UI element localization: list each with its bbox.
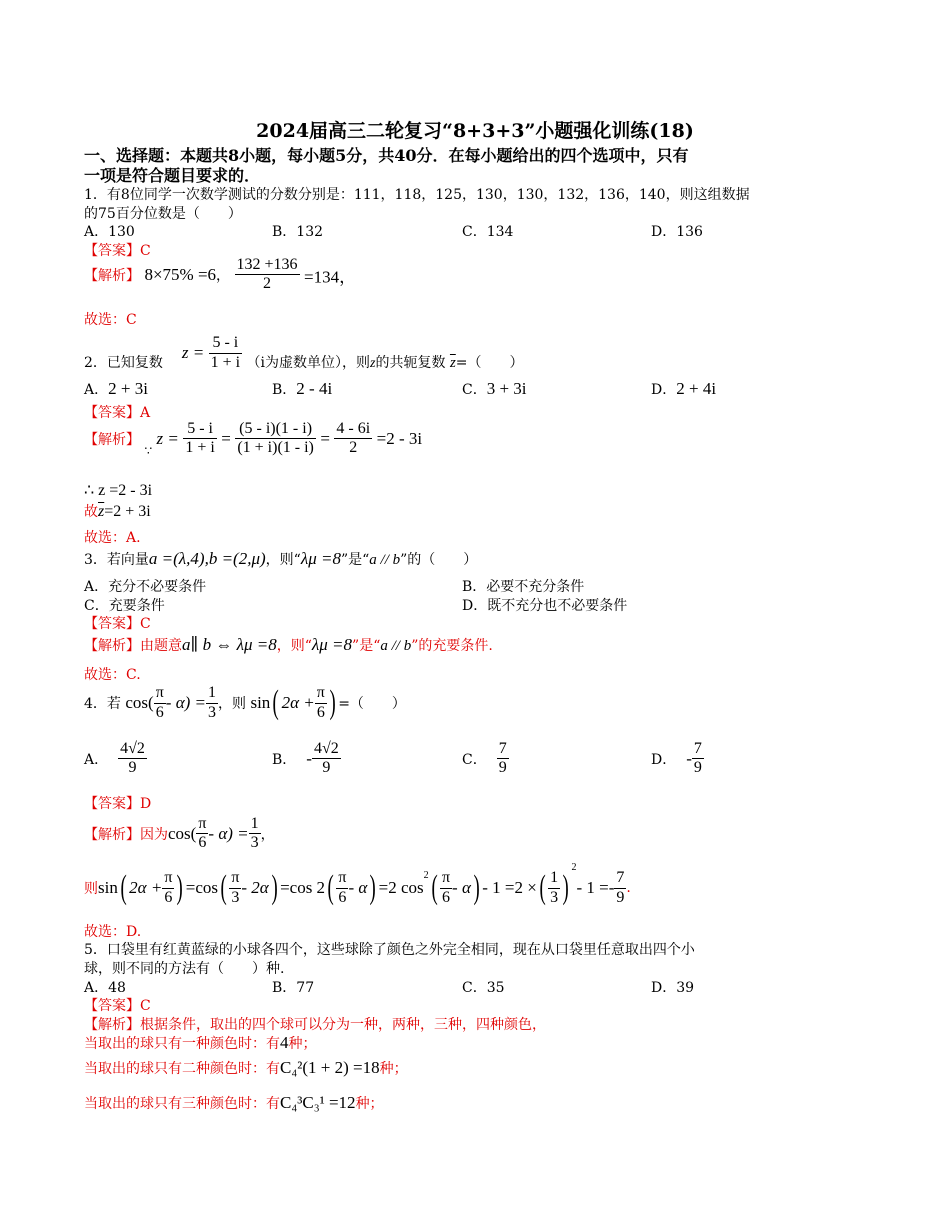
q5-option-d: D．39 bbox=[651, 980, 695, 996]
q5-stem-line1: 5．口袋里有红黄蓝绿的小球各四个，这些球除了颜色之外完全相同，现在从口袋里任意取出四个小 bbox=[84, 942, 695, 958]
q5-option-b: B．77 bbox=[272, 980, 315, 996]
q3-answer: 【答案】C bbox=[84, 616, 151, 632]
q5-case3: 当取出的球只有三种颜色时：有C₄³C₃¹ =12种； bbox=[84, 1093, 384, 1112]
q1-option-c: C．134 bbox=[462, 224, 514, 240]
q5-option-a: A．48 bbox=[84, 980, 126, 996]
page-title: 2024届高三二轮复习“8+3+3”小题强化训练(18) bbox=[256, 120, 694, 142]
q1-option-a: A．130 bbox=[84, 224, 135, 240]
q2-gu: 故$\overline{z}=2 + 3i$ bbox=[84, 503, 151, 520]
q1-conclusion: 故选：C bbox=[84, 312, 137, 328]
q2-option-a: A．2 + 3i bbox=[84, 379, 148, 398]
q5-option-c: C．35 bbox=[462, 980, 505, 996]
q4-conclusion: 故选：D. bbox=[84, 924, 142, 940]
q2-analysis: 【解析】 ∵ z = $\frac{5 - i}{1 + i}$ = $\frac{(5 - i)(1 - i)}{(1 + i)(1 - i)}$ = $\frac{4 - 6i}{2}$ =2 - 3i bbox=[84, 420, 423, 458]
q1-analysis: 【解析】 8×75% =6， $\frac{132 +136}{2}$ =134， bbox=[84, 256, 357, 293]
q1-stem-line1: 1．有8位同学一次数学测试的分数分别是：111，118，125，130，130，132，136，140，则这组数据 bbox=[84, 187, 750, 203]
q5-stem-line2: 球，则不同的方法有（ ）种. bbox=[84, 961, 285, 977]
q3-conclusion: 故选：C. bbox=[84, 667, 141, 683]
q2-stem: 2．已知复数 z = $\frac{5 - i}{1 + i}$ （i为虚数单位），则z的共轭复数 $\overline{z}=$（ ） bbox=[84, 334, 524, 371]
q1-answer: 【答案】C bbox=[84, 243, 151, 259]
q3-analysis: 【解析】由题意a∥ b ⇔ λμ =8，则“λμ =8”是“a // b”的充要条件. bbox=[84, 635, 493, 654]
q2-option-d: D．2 + 4i bbox=[651, 379, 717, 398]
q2-option-c: C．3 + 3i bbox=[462, 379, 527, 398]
q2-therefore: ∴ z =2 - 3i bbox=[84, 482, 153, 499]
q2-answer: 【答案】A bbox=[84, 405, 151, 421]
q1-option-b: B．132 bbox=[272, 224, 324, 240]
q4-stem: 4．若 cos( $\frac{\pi}{6}$ - α) = $\frac{1}{3}$ ，则 sin( 2α + $\frac{\pi}{6}$ ) =（ ） bbox=[84, 684, 406, 721]
q5-analysis: 【解析】根据条件，取出的四个球可以分为一种，两种，三种，四种颜色， bbox=[84, 1017, 546, 1033]
q2-conclusion: 故选：A. bbox=[84, 530, 141, 546]
q4-option-d: D． - $\frac{7}{9}$ bbox=[651, 740, 702, 777]
q3-option-d: D．既不充分也不必要条件 bbox=[462, 598, 628, 614]
q4-answer: 【答案】D bbox=[84, 796, 152, 812]
q4-analysis-line1: 【解析】因为cos( $\frac{\pi}{6}$ - α) = $\frac{1}{3}$ ， bbox=[84, 815, 275, 852]
section-heading-line2: 一项是符合题目要求的． bbox=[84, 166, 261, 185]
q3-option-a: A．充分不必要条件 bbox=[84, 579, 207, 595]
q5-case2: 当取出的球只有二种颜色时：有C₄²(1 + 2) =18种； bbox=[84, 1058, 408, 1077]
q3-stem: 3．若向量a =(λ,4),b =(2,μ)，则“λμ =8”是“a // b”的（ ） bbox=[84, 549, 478, 568]
q3-option-b: B．必要不充分条件 bbox=[462, 579, 585, 595]
q1-option-d: D．136 bbox=[651, 224, 703, 240]
q1-stem-line2: 的75百分位数是（ ） bbox=[84, 206, 242, 222]
q5-answer: 【答案】C bbox=[84, 998, 151, 1014]
q5-case1: 当取出的球只有一种颜色时：有4种； bbox=[84, 1033, 317, 1052]
q4-option-a: A． $\frac{4√2}{9}$ bbox=[84, 740, 145, 777]
q4-option-c: C． $\frac{7}{9}$ bbox=[462, 740, 507, 777]
section-heading-line1: 一、选择题：本题共8小题，每小题5分，共40分．在每小题给出的四个选项中，只有 bbox=[84, 146, 689, 165]
q3-option-c: C．充要条件 bbox=[84, 598, 165, 614]
q2-option-b: B．2 - 4i bbox=[272, 379, 333, 398]
q4-option-b: B． - $\frac{4√2}{9}$ bbox=[272, 740, 339, 777]
q4-analysis-line2: 则sin( 2α + $\frac{\pi}{6}$ ) =cos( $\frac{\pi}{3}$ - 2α) =cos 2( $\frac{\pi}{6}$ - α) =2 $\cos^2$( $\frac{\pi}{6}$ - α) - 1 =2 ×( $\frac{1}{3}$ )$^2$- 1 =- $\frac{7}{9}$ . bbox=[84, 862, 631, 906]
